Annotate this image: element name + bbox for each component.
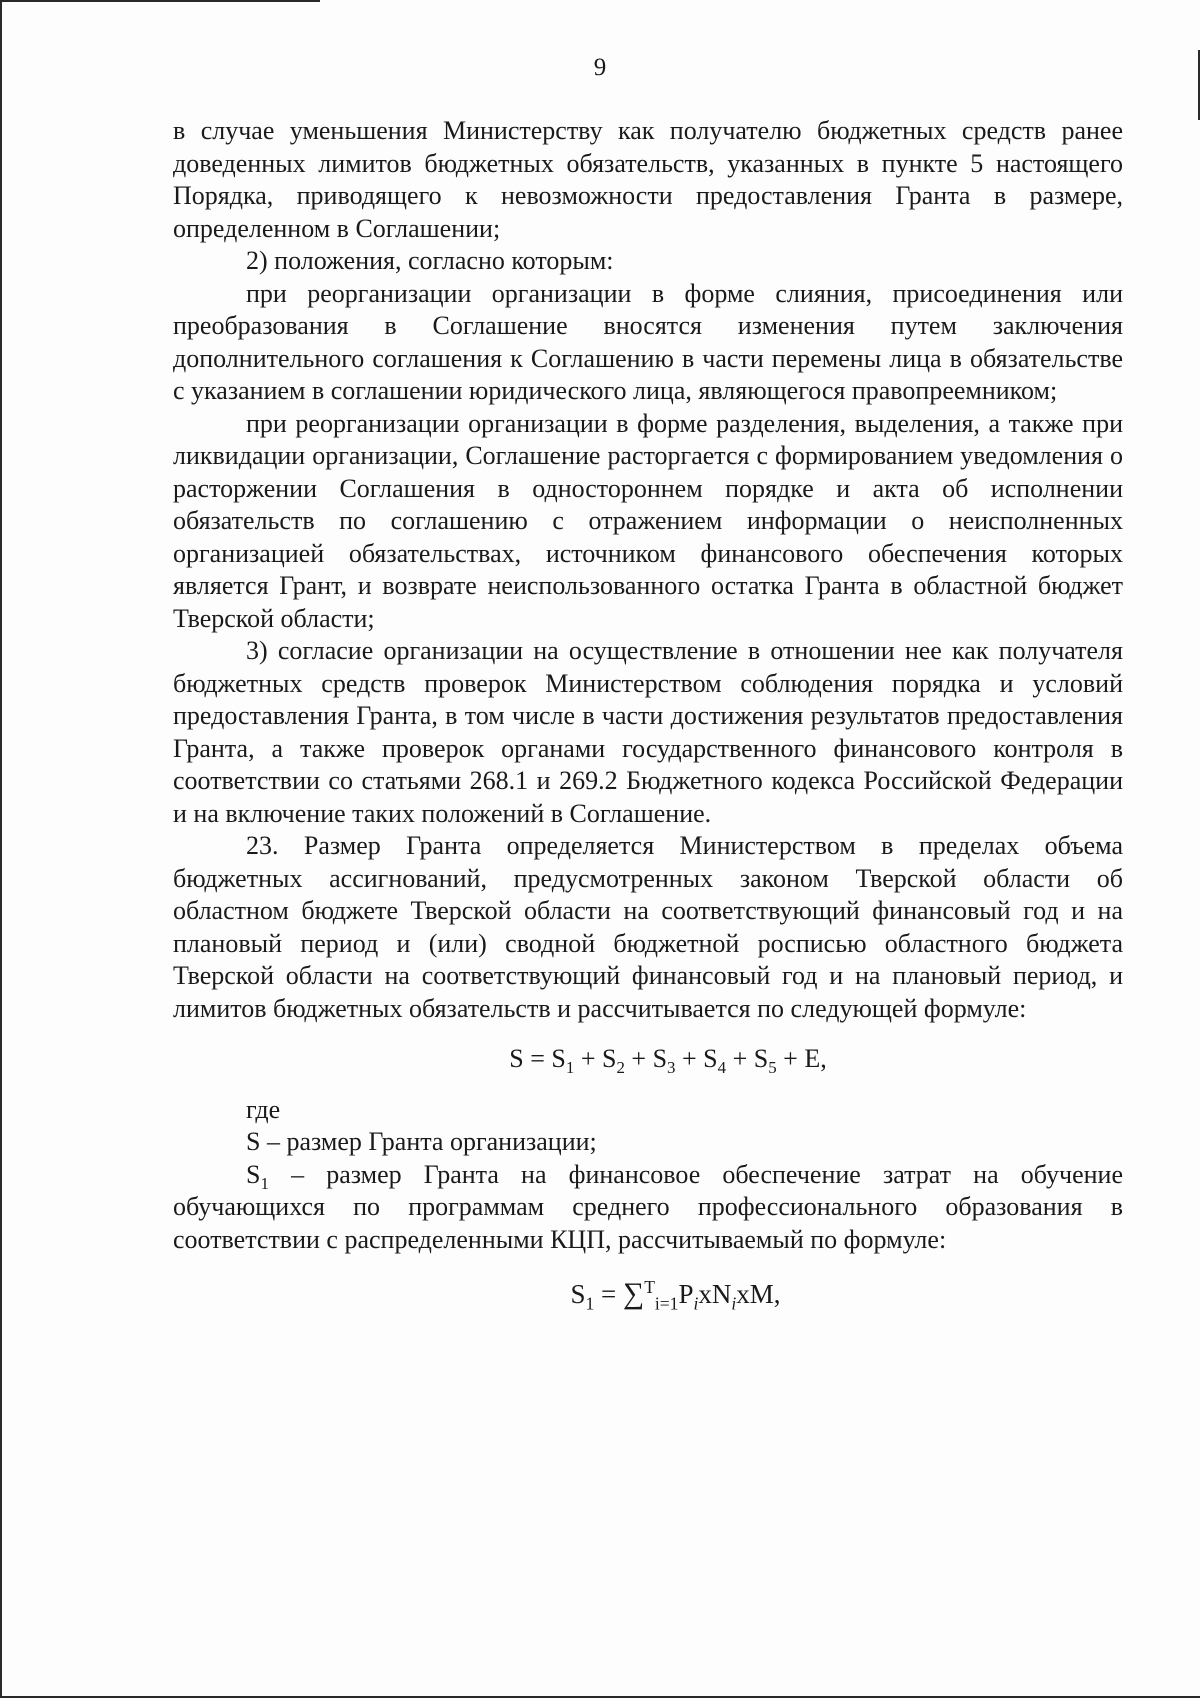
where-label: где: [246, 1094, 281, 1124]
definition-s: S – размер Гранта организации;: [246, 1127, 597, 1156]
paragraph-6: 23. Размер Гранта определяется Министерством в пределах объема бюджетных ассигнований, предусмотренных законом Тверской области об областном бюджете Тверской области на соответствующий финансовый год и на плановый период и (или) сводной бюджетной росписью областного бюджета Тверской области на соответствующий финансовый год и на плановый период, и лимитов бюджетных обязательств и рассчитывается по следующей формуле:: [173, 831, 1123, 1023]
paragraph-5: 3) согласие организации на осуществление в отношении нее как получателя бюджетных средств проверок Министерством соблюдения порядка и условий предоставления Гранта, в том числе в части достижения результатов предоставления Гранта, а также проверок органами государственного финансового контроля в соответствии со статьями 268.1 и 269.2 Бюджетного кодекса Российской Федерации и на включение таких положений в Соглашение.: [173, 636, 1123, 828]
page-number: 9: [593, 54, 607, 81]
formula-grant-total: $S = S_1 + S_2 + S_3 + S_4 + S_5 + E$,: [509, 1044, 827, 1078]
definition-s1: $S_1$ – размер Гранта на финансовое обеспечение затрат на обучение обучающихся по программам среднего профессионального образования в соответствии с распределенными КЦП, рассчитываемый по формуле:: [173, 1159, 1123, 1254]
paragraph-2: 2) положения, согласно которым:: [246, 246, 614, 275]
scan-edge-left: [0, 0, 2, 1698]
paragraph-4: при реорганизации организации в форме разделения, выделения, а также при ликвидации организации, Соглашение расторгается с формированием уведомления о расторжении Соглашения в одностороннем порядке и акта об исполнении обязательств по соглашению с отражением информации о неисполненных организацией обязательствах, источником финансового обеспечения которых является Грант, и возврате неиспользованного остатка Гранта в областной бюджет Тверской области;: [173, 408, 1123, 633]
formula-s1: $S_1 = \sum^T_{i=1}P_ixN_ixM$,: [570, 1277, 781, 1314]
document-body: [173, 115, 1123, 1314]
paragraph-1: в случае уменьшения Министерству как получателю бюджетных средств ранее доведенных лимитов бюджетных обязательств, указанных в пункте 5 настоящего Порядка, приводящего к невозможности предоставления Гранта в размере, определенном в Соглашении;: [173, 116, 1123, 243]
scan-edge-top: [0, 0, 320, 2]
paragraph-3: при реорганизации организации в форме слияния, присоединения или преобразования в Соглашение вносятся изменения путем заключения дополнительного соглашения к Соглашению в части перемены лица в обязательстве с указанием в соглашении юридического лица, являющегося правопреемником;: [173, 278, 1123, 405]
